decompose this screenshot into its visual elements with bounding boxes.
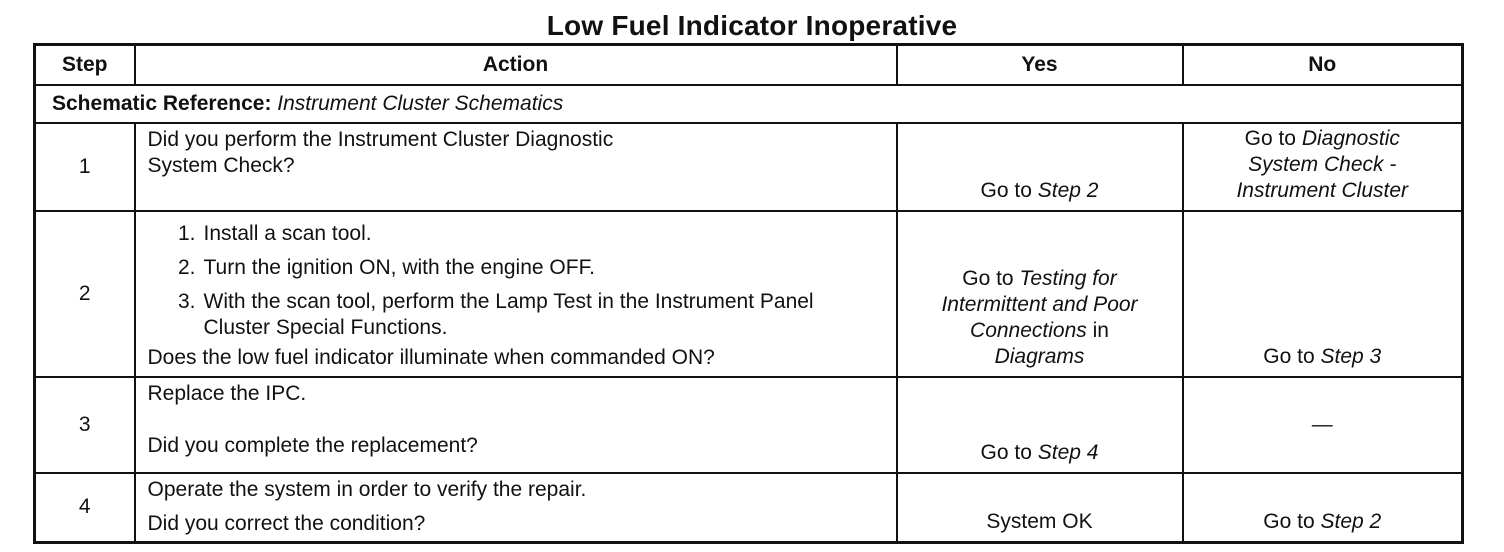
substep-list <box>148 221 884 341</box>
list-item <box>148 255 884 281</box>
action-text: Did you perform the Instrument Cluster Diagnostic <box>147 127 614 151</box>
header-step: Step <box>35 45 135 85</box>
action-text: System Check? <box>147 153 295 177</box>
action-cell <box>135 473 897 543</box>
no-link[interactable]: Diagnostic <box>1301 126 1400 150</box>
header-no: No <box>1183 45 1463 85</box>
step-number: 3 <box>35 377 135 473</box>
table-row <box>35 211 1463 377</box>
diagnostic-table <box>33 43 1464 544</box>
action-question: Does the low fuel indicator illuminate when commanded ON? <box>147 345 715 369</box>
action-cell <box>135 211 897 377</box>
substep-number: 3. <box>177 289 196 313</box>
substep-text: With the scan tool, perform the Lamp Test in the Instrument Panel Cluster Special Functions. <box>203 289 814 339</box>
table-row <box>35 377 1463 473</box>
yes-cell <box>897 123 1183 211</box>
no-text: Go to <box>1263 344 1321 368</box>
list-item <box>148 221 884 247</box>
substep-text: Turn the ignition ON, with the engine OFF. <box>203 255 595 279</box>
yes-cell <box>897 211 1183 377</box>
yes-link[interactable]: Intermittent and Poor <box>941 292 1138 316</box>
substep-number: 1. <box>177 221 196 245</box>
no-link[interactable]: Instrument Cluster <box>1236 178 1409 202</box>
yes-text: System OK <box>986 510 1093 533</box>
yes-link[interactable]: Testing for <box>1019 266 1117 290</box>
no-link[interactable]: Step 3 <box>1320 344 1382 368</box>
header-action: Action <box>135 45 897 85</box>
no-text: Go to <box>1244 126 1302 150</box>
no-text: Go to <box>1263 510 1321 533</box>
header-yes: Yes <box>897 45 1183 85</box>
action-question: Did you correct the condition? <box>147 511 426 535</box>
no-cell <box>1183 123 1463 211</box>
yes-text: in <box>1086 318 1109 342</box>
table-header-row <box>35 45 1463 85</box>
action-cell <box>135 377 897 473</box>
action-cell <box>135 123 897 211</box>
page-title: Low Fuel Indicator Inoperative <box>546 10 958 41</box>
step-number: 2 <box>35 211 135 377</box>
step-number: 1 <box>35 123 135 211</box>
yes-cell <box>897 473 1183 543</box>
action-text: Operate the system in order to verify the repair. <box>147 477 587 501</box>
yes-link[interactable]: Diagrams <box>994 344 1085 368</box>
action-text: Replace the IPC. <box>147 381 307 405</box>
no-cell <box>1183 211 1463 377</box>
list-item <box>148 289 884 341</box>
substep-number: 2. <box>177 255 196 279</box>
schematic-reference-row <box>35 85 1463 123</box>
yes-text: Go to <box>980 440 1038 464</box>
yes-link[interactable]: Step 4 <box>1037 440 1099 464</box>
yes-text: Go to <box>962 266 1020 290</box>
no-cell <box>1183 473 1463 543</box>
schematic-reference-label: Schematic Reference: <box>52 91 272 115</box>
yes-text: Go to <box>980 178 1038 202</box>
table-row <box>35 123 1463 211</box>
substep-text: Install a scan tool. <box>203 221 372 245</box>
yes-link[interactable]: Step 2 <box>1037 178 1099 202</box>
yes-link[interactable]: Connections <box>970 318 1087 342</box>
no-link[interactable]: System Check - <box>1248 152 1397 176</box>
table-row <box>35 473 1463 543</box>
yes-cell <box>897 377 1183 473</box>
no-cell <box>1183 377 1463 473</box>
schematic-reference <box>35 85 1463 123</box>
no-dash: — <box>1311 412 1333 436</box>
no-link[interactable]: Step 2 <box>1320 510 1382 533</box>
schematic-reference-link[interactable]: Instrument Cluster Schematics <box>277 91 564 115</box>
action-question: Did you complete the replacement? <box>147 433 478 457</box>
step-number: 4 <box>35 473 135 543</box>
